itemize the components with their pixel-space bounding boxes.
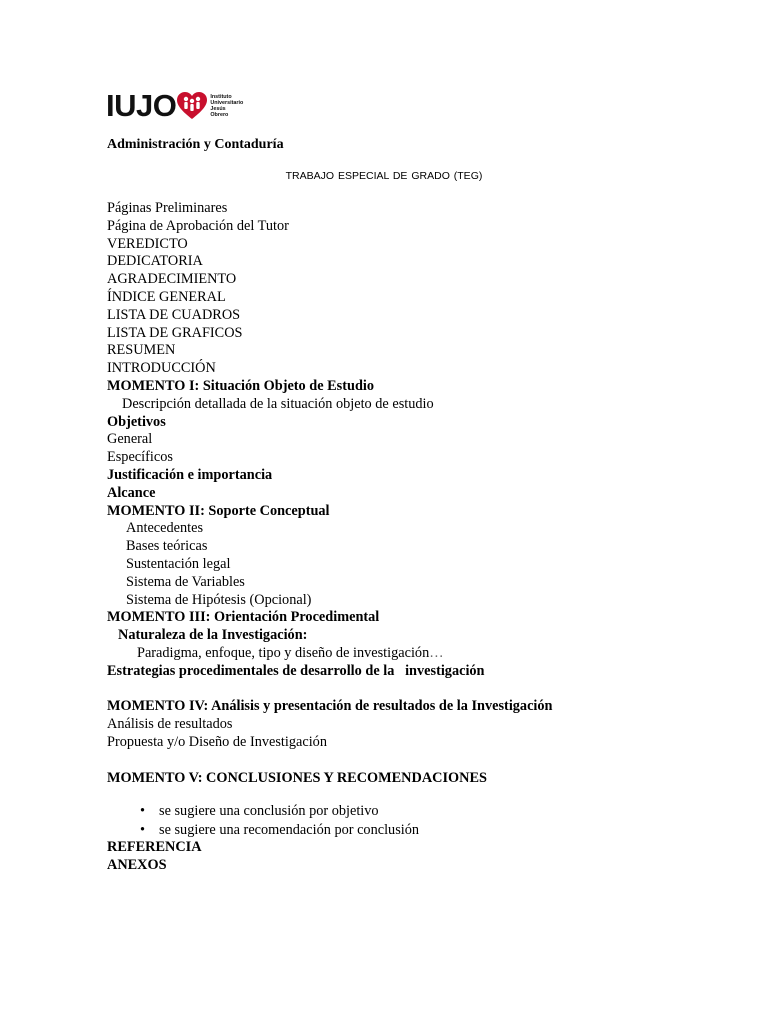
paradigma-text: Paradigma, enfoque, tipo y diseño de investigación bbox=[137, 644, 430, 661]
toc-item: INTRODUCCIÓN bbox=[107, 360, 216, 377]
bullet-icon: • bbox=[140, 803, 146, 820]
toc-item: LISTA DE CUADROS bbox=[107, 306, 241, 323]
bullet-icon: • bbox=[140, 821, 146, 838]
section-heading-momento-4: MOMENTO IV: Análisis y presentación de resultados de la Investigación bbox=[107, 698, 553, 715]
toc-subitem: Bases teóricas bbox=[126, 538, 208, 555]
list-item bbox=[107, 821, 687, 840]
section-heading-momento-2: MOMENTO II: Soporte Conceptual bbox=[107, 502, 330, 519]
section-heading-alcance: Alcance bbox=[107, 484, 156, 501]
section-heading-justificacion: Justificación e importancia bbox=[107, 466, 273, 483]
list-item bbox=[107, 802, 687, 821]
logo-line: Jesús bbox=[210, 106, 226, 112]
toc-subitem bbox=[107, 645, 687, 663]
section-heading-momento-1: MOMENTO I: Situación Objeto de Estudio bbox=[107, 377, 375, 394]
section-heading-estrategias: Estrategias procedimentales de desarrollo de la investigación bbox=[107, 662, 485, 679]
list-item-text: se sugiere una conclusión por objetivo bbox=[159, 803, 379, 820]
recommendation-list bbox=[107, 802, 687, 839]
document-title: TRABAJO ESPECIAL DE GRADO (TEG) bbox=[285, 170, 483, 182]
toc-item: Página de Aprobación del Tutor bbox=[107, 217, 289, 234]
toc-item: Propuesta y/o Diseño de Investigación bbox=[107, 733, 327, 750]
toc-item: AGRADECIMIENTO bbox=[107, 271, 237, 288]
toc-item: Análisis de resultados bbox=[107, 716, 233, 733]
toc-subitem: Sistema de Hipótesis (Opcional) bbox=[126, 591, 312, 608]
toc-subitem: Sistema de Variables bbox=[126, 573, 245, 590]
toc-item: Páginas Preliminares bbox=[107, 200, 228, 216]
toc-item: RESUMEN bbox=[107, 342, 176, 359]
logo-line: Obrero bbox=[210, 112, 229, 118]
toc-subitem: Sustentación legal bbox=[126, 555, 231, 572]
section-heading-referencia: REFERENCIA bbox=[107, 839, 202, 856]
logo-institution-name bbox=[210, 94, 243, 118]
spacer bbox=[107, 681, 687, 699]
toc-item: Específicos bbox=[107, 449, 173, 466]
toc-item: LISTA DE GRAFICOS bbox=[107, 324, 243, 341]
section-heading-anexos: ANEXOS bbox=[107, 857, 167, 874]
career-heading: Administración y Contaduría bbox=[107, 137, 284, 152]
toc-item: ÍNDICE GENERAL bbox=[107, 288, 226, 305]
list-item-text: se sugiere una recomendación por conclusión bbox=[159, 821, 420, 838]
logo-wordmark: IUJO bbox=[106, 88, 177, 123]
section-heading-objetivos: Objetivos bbox=[107, 413, 166, 430]
section-heading-momento-3: MOMENTO III: Orientación Procedimental bbox=[107, 609, 380, 626]
toc-item: VEREDICTO bbox=[107, 235, 188, 252]
spacer bbox=[107, 752, 687, 770]
iujo-logo bbox=[106, 86, 243, 126]
toc-subitem: Antecedentes bbox=[126, 520, 204, 537]
spacer bbox=[107, 787, 687, 802]
ellipsis: … bbox=[429, 644, 444, 661]
logo-line: Universitario bbox=[210, 100, 244, 106]
toc-item: DEDICATORIA bbox=[107, 253, 203, 270]
logo-line: Instituto bbox=[210, 94, 232, 100]
subsection-heading-naturaleza: Naturaleza de la Investigación: bbox=[118, 627, 308, 644]
toc-item: General bbox=[107, 431, 153, 448]
heart-people-icon bbox=[177, 92, 207, 120]
toc-subitem: Descripción detallada de la situación objeto de estudio bbox=[122, 395, 434, 412]
table-of-contents bbox=[107, 200, 687, 875]
section-heading-momento-5: MOMENTO V: CONCLUSIONES Y RECOMENDACIONES bbox=[107, 769, 487, 786]
